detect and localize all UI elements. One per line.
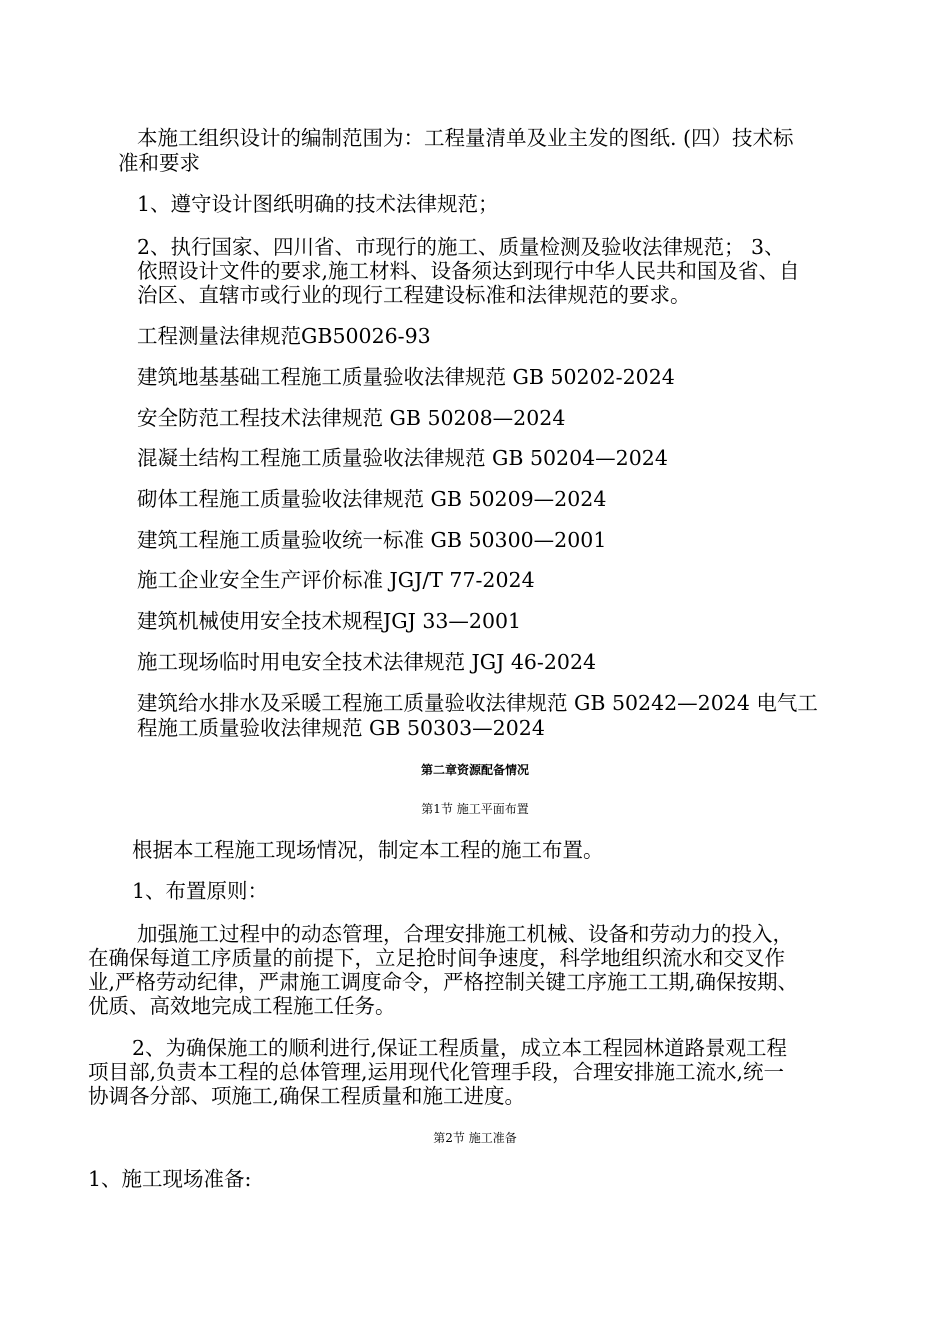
paragraph-scope-line2: 准和要求 bbox=[118, 151, 200, 175]
section-intro: 根据本工程施工现场情况，制定本工程的施工布置。 bbox=[132, 838, 604, 862]
paragraph-item-2-line2: 依照设计文件的要求,施工材料、设备须达到现行中华人民共和国及省、自 bbox=[137, 259, 800, 283]
chapter-title: 第二章资源配备情况 bbox=[420, 763, 529, 777]
paragraph-scope-line1: 本施工组织设计的编制范围为：工程量清单及业主发的图纸. (四）技术标 bbox=[137, 126, 794, 150]
standard-item: 施工现场临时用电安全技术法律规范 JGJ 46-2024 bbox=[137, 650, 597, 674]
standard-item-last-line2: 程施工质量验收法律规范 GB 50303—2024 bbox=[137, 716, 545, 740]
section-title: 第2节 施工准备 bbox=[433, 1131, 517, 1145]
paragraph-item-1: 1、遵守设计图纸明确的技术法律规范； bbox=[137, 192, 499, 216]
standard-item: 混凝土结构工程施工质量验收法律规范 GB 50204—2024 bbox=[137, 446, 668, 470]
principle-body-line2: 在确保每道工序质量的前提下，立足抢时间争速度，科学地组织流水和交叉作 bbox=[88, 946, 785, 970]
item2-body-line3: 协调各分部、项施工,确保工程质量和施工进度。 bbox=[88, 1084, 526, 1108]
section-title: 第1节 施工平面布置 bbox=[421, 802, 529, 816]
standard-item: 建筑工程施工质量验收统一标准 GB 50300—2001 bbox=[137, 528, 607, 552]
item2-body-line1: 2、为确保施工的顺利进行,保证工程质量，成立本工程园林道路景观工程 bbox=[132, 1036, 788, 1060]
standard-item: 安全防范工程技术法律规范 GB 50208—2024 bbox=[137, 406, 566, 430]
principle-body-line1: 加强施工过程中的动态管理，合理安排施工机械、设备和劳动力的投入， bbox=[137, 922, 793, 946]
standard-item: 砌体工程施工质量验收法律规范 GB 50209—2024 bbox=[137, 487, 607, 511]
principle-heading: 1、布置原则： bbox=[132, 879, 269, 903]
principle-body-line3: 业,严格劳动纪律，严肃施工调度命令，严格控制关键工序施工工期,确保按期、 bbox=[88, 970, 799, 994]
standard-item: 建筑机械使用安全技术规程JGJ 33—2001 bbox=[137, 609, 522, 633]
paragraph-item-2-line1: 2、执行国家、四川省、市现行的施工、质量检测及验收法律规范； 3、 bbox=[137, 235, 785, 259]
principle-body-line4: 优质、高效地完成工程施工任务。 bbox=[88, 994, 396, 1018]
section2-item1: 1、施工现场准备: bbox=[88, 1167, 252, 1191]
standard-item: 工程测量法律规范GB50026-93 bbox=[137, 324, 431, 348]
item2-body-line2: 项目部,负责本工程的总体管理,运用现代化管理手段，合理安排施工流水,统一 bbox=[88, 1060, 785, 1084]
paragraph-item-2-line3: 治区、直辖市或行业的现行工程建设标准和法律规范的要求。 bbox=[137, 283, 691, 307]
standard-item: 施工企业安全生产评价标准 JGJ/T 77-2024 bbox=[137, 568, 535, 592]
standard-item-last-line1: 建筑给水排水及采暖工程施工质量验收法律规范 GB 50242—2024 电气工 bbox=[137, 691, 818, 715]
standard-item: 建筑地基基础工程施工质量验收法律规范 GB 50202-2024 bbox=[137, 365, 675, 389]
